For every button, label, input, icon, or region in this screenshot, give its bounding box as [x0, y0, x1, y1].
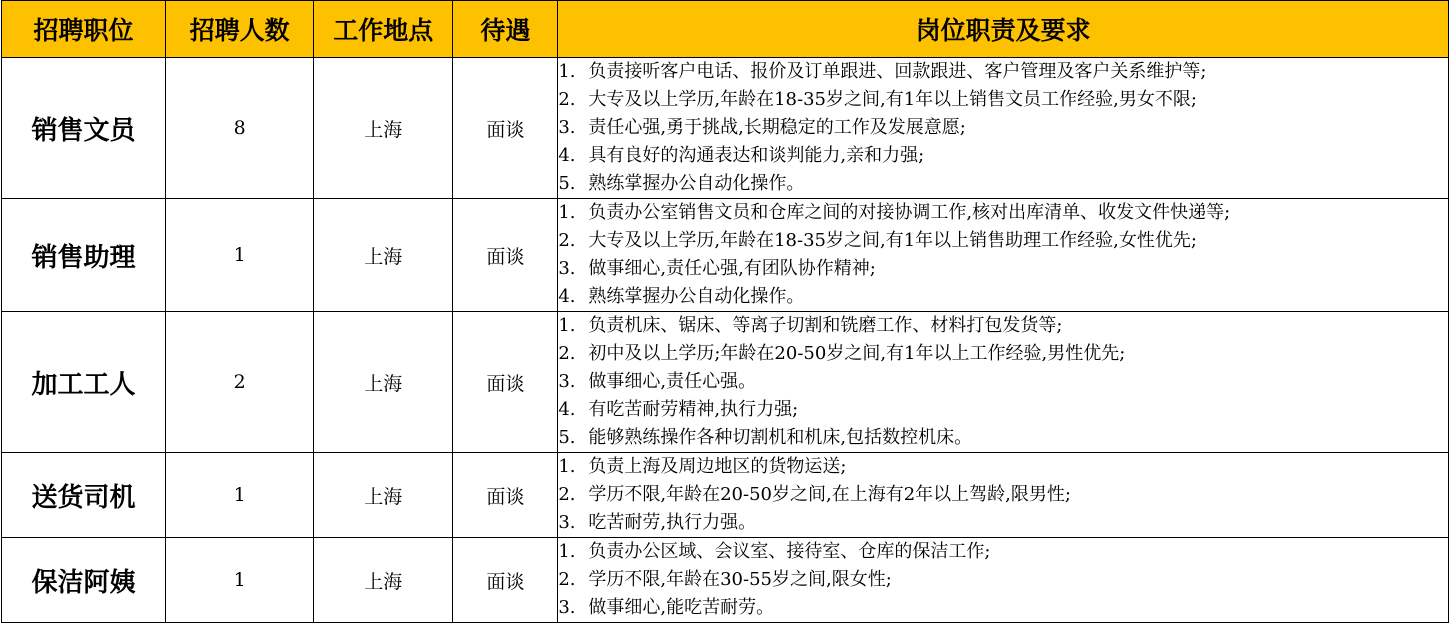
requirement-item — [558, 255, 1448, 283]
requirement-text: 做事细心,能吃苦耐劳。 — [588, 597, 775, 618]
job-position: 保洁阿姨 — [2, 538, 166, 623]
requirement-item — [558, 227, 1448, 255]
table-row — [2, 538, 1449, 623]
job-headcount: 2 — [166, 312, 314, 453]
table-row — [2, 199, 1449, 312]
header-requirements: 岗位职责及要求 — [558, 1, 1449, 58]
job-headcount: 1 — [166, 199, 314, 312]
header-location: 工作地点 — [314, 1, 453, 58]
requirement-index: 3. — [558, 512, 576, 533]
requirement-item — [558, 170, 1448, 198]
requirement-index: 1. — [558, 315, 576, 336]
job-requirements — [558, 312, 1449, 453]
job-position: 销售助理 — [2, 199, 166, 312]
requirement-text: 做事细心,责任心强,有团队协作精神; — [588, 258, 876, 279]
job-position: 送货司机 — [2, 453, 166, 538]
header-position: 招聘职位 — [2, 1, 166, 58]
job-headcount: 1 — [166, 453, 314, 538]
requirement-index: 4. — [558, 286, 576, 307]
requirement-text: 学历不限,年龄在20-50岁之间,在上海有2年以上驾龄,限男性; — [588, 484, 1071, 505]
job-pay: 面谈 — [453, 453, 558, 538]
requirement-item — [558, 58, 1448, 86]
header-pay: 待遇 — [453, 1, 558, 58]
requirement-index: 1. — [558, 61, 576, 82]
requirement-item — [558, 594, 1448, 622]
requirement-text: 学历不限,年龄在30-55岁之间,限女性; — [588, 569, 892, 590]
requirement-item — [558, 86, 1448, 114]
requirements-list — [558, 312, 1448, 452]
job-requirements — [558, 58, 1449, 199]
requirement-index: 1. — [558, 541, 576, 562]
requirements-list — [558, 453, 1448, 537]
requirement-item — [558, 481, 1448, 509]
job-requirements — [558, 538, 1449, 623]
requirement-index: 3. — [558, 597, 576, 618]
requirement-item — [558, 312, 1448, 340]
job-location: 上海 — [314, 312, 453, 453]
requirement-text: 有吃苦耐劳精神,执行力强; — [588, 399, 799, 420]
requirement-item — [558, 538, 1448, 566]
requirement-item — [558, 396, 1448, 424]
requirement-item — [558, 453, 1448, 481]
requirement-item — [558, 566, 1448, 594]
requirement-index: 1. — [558, 202, 576, 223]
header-headcount: 招聘人数 — [166, 1, 314, 58]
job-location: 上海 — [314, 199, 453, 312]
requirement-item — [558, 424, 1448, 452]
job-pay: 面谈 — [453, 199, 558, 312]
job-requirements — [558, 453, 1449, 538]
job-requirements — [558, 199, 1449, 312]
requirement-text: 熟练掌握办公自动化操作。 — [588, 173, 805, 194]
requirements-list — [558, 58, 1448, 198]
requirement-index: 4. — [558, 145, 576, 166]
requirement-text: 大专及以上学历,年龄在18-35岁之间,有1年以上销售助理工作经验,女性优先; — [588, 230, 1197, 251]
job-pay: 面谈 — [453, 312, 558, 453]
requirement-index: 2. — [558, 343, 576, 364]
requirement-text: 具有良好的沟通表达和谈判能力,亲和力强; — [588, 145, 925, 166]
job-position: 加工工人 — [2, 312, 166, 453]
requirement-text: 负责办公区域、会议室、接待室、仓库的保洁工作; — [588, 541, 991, 562]
requirement-text: 能够熟练操作各种切割机和机床,包括数控机床。 — [588, 427, 973, 448]
requirement-index: 2. — [558, 484, 576, 505]
requirement-item — [558, 142, 1448, 170]
requirements-list — [558, 538, 1448, 622]
requirement-text: 责任心强,勇于挑战,长期稳定的工作及发展意愿; — [588, 117, 966, 138]
requirement-text: 负责上海及周边地区的货物运送; — [588, 456, 847, 477]
requirement-text: 做事细心,责任心强。 — [588, 371, 757, 392]
job-pay: 面谈 — [453, 58, 558, 199]
requirement-index: 2. — [558, 569, 576, 590]
requirement-text: 负责办公室销售文员和仓库之间的对接协调工作,核对出库清单、收发文件快递等; — [588, 202, 1231, 223]
requirement-index: 3. — [558, 258, 576, 279]
table-row — [2, 58, 1449, 199]
requirement-text: 负责接听客户电话、报价及订单跟进、回款跟进、客户管理及客户关系维护等; — [588, 61, 1207, 82]
requirement-index: 4. — [558, 399, 576, 420]
requirement-item — [558, 199, 1448, 227]
job-location: 上海 — [314, 58, 453, 199]
requirement-index: 5. — [558, 427, 576, 448]
requirement-item — [558, 114, 1448, 142]
requirement-text: 负责机床、锯床、等离子切割和铣磨工作、材料打包发货等; — [588, 315, 1063, 336]
requirement-text: 熟练掌握办公自动化操作。 — [588, 286, 805, 307]
requirement-text: 大专及以上学历,年龄在18-35岁之间,有1年以上销售文员工作经验,男女不限; — [588, 89, 1197, 110]
requirement-item — [558, 340, 1448, 368]
requirement-text: 吃苦耐劳,执行力强。 — [588, 512, 757, 533]
job-headcount: 8 — [166, 58, 314, 199]
requirement-item — [558, 368, 1448, 396]
job-location: 上海 — [314, 453, 453, 538]
table-header-row — [2, 1, 1449, 58]
requirement-index: 2. — [558, 89, 576, 110]
table-row — [2, 453, 1449, 538]
requirements-list — [558, 199, 1448, 311]
requirement-index: 3. — [558, 117, 576, 138]
job-position: 销售文员 — [2, 58, 166, 199]
requirement-index: 2. — [558, 230, 576, 251]
requirement-index: 5. — [558, 173, 576, 194]
recruitment-table — [1, 0, 1449, 623]
requirement-item — [558, 509, 1448, 537]
requirement-index: 3. — [558, 371, 576, 392]
requirement-text: 初中及以上学历;年龄在20-50岁之间,有1年以上工作经验,男性优先; — [588, 343, 1126, 364]
job-location: 上海 — [314, 538, 453, 623]
job-pay: 面谈 — [453, 538, 558, 623]
table-row — [2, 312, 1449, 453]
requirement-item — [558, 283, 1448, 311]
requirement-index: 1. — [558, 456, 576, 477]
job-headcount: 1 — [166, 538, 314, 623]
